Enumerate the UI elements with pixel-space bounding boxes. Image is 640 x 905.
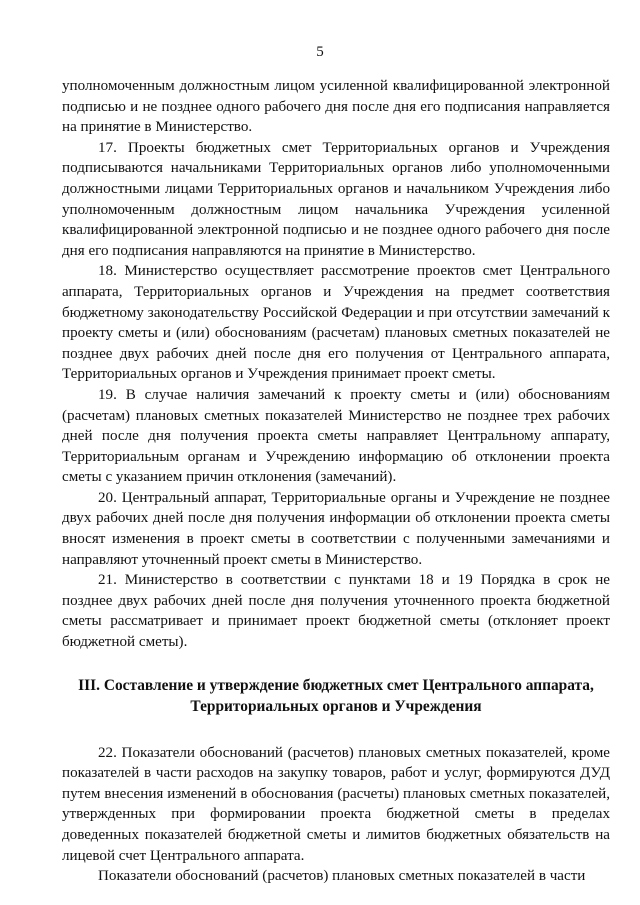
paragraph-22: 22. Показатели обоснований (расчетов) плановых сметных показателей, кроме показателей в части расходов на закупку товаров, работ и услуг, формируются ДУД путем внесения изменений в обоснования (расчеты) плановых сметных показателей, утвержденных при формировании проекта бюджетной сметы в пределах доведенных показателей бюджетной сметы и лимитов бюджетных обязательств на лицевой счет Центрального аппарата. [62,744,610,864]
section-3-heading-line-1: III. Составление и утверждение бюджетных смет Центрального аппарата, [78,676,594,694]
paragraph-21: 21. Министерство в соответствии с пунктами 18 и 19 Порядка в срок не позднее двух рабочих дней после дня получения уточненного проекта бюджетной сметы рассматривает и принимает проект бюджетной сметы (отклоняет проект бюджетной сметы). [62,572,610,651]
paragraph-19: 19. В случае наличия замечаний к проекту сметы и (или) обоснованиям (расчетам) плановых сметных показателей Министерство не позднее трех рабочих дней после дня получения проекта сметы направляет Центральному аппарату, Территориальным органам и Учреждению информацию об отклонении проекта сметы с указанием причин отклонения (замечаний). [62,386,610,486]
section-3-heading-line-2: Территориальных органов и Учреждения [190,697,482,715]
page-number: 5 [316,44,324,60]
paragraph-17: 17. Проекты бюджетных смет Территориальных органов и Учреждения подписываются начальниками Территориальных органов либо уполномоченными должностными лицами Территориальных органов и начальником Учреждения либо уполномоченным должностным лицом начальника Учреждения усиленной квалифицированной электронной подписью и не позднее одного рабочего дня после дня его подписания направляются на принятие в Министерство. [62,139,610,259]
document-body [62,76,610,887]
paragraph-22-continuation: Показатели обоснований (расчетов) плановых сметных показателей в части [98,868,586,885]
section-3-heading [62,675,610,717]
paragraph-20: 20. Центральный аппарат, Территориальные органы и Учреждение не позднее двух рабочих дней после дня получения информации об отклонении проекта сметы вносят изменения в проект сметы в соответствии с полученными замечаниями и направляют уточненный проект сметы в Министерство. [62,489,610,568]
paragraph-18: 18. Министерство осуществляет рассмотрение проектов смет Центрального аппарата, Территориальных органов и Учреждения на предмет соответствия бюджетному законодательству Российской Федерации и при отсутствии замечаний к проекту сметы и (или) обоснованиям (расчетам) плановых сметных показателей не позднее двух рабочих дней после дня его получения от Центрального аппарата, Территориальных органов и Учреждения принимает проект сметы. [62,263,610,383]
paragraph-continuation: уполномоченным должностным лицом усиленной квалифицированной электронной подписью и не позднее одного рабочего дня после дня его подписания направляется на принятие в Министерство. [62,78,610,136]
